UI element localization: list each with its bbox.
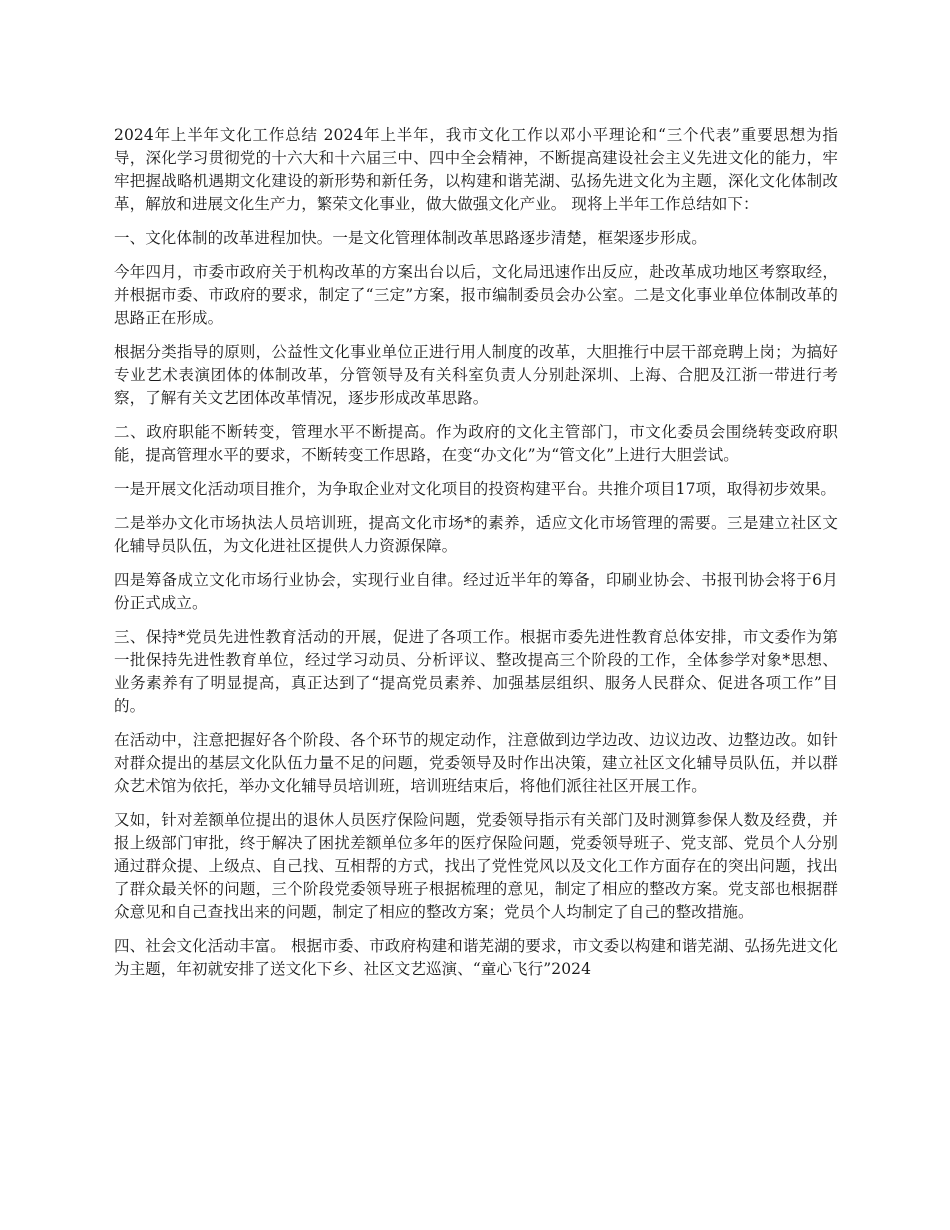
paragraph: 二是举办文化市场执法人员培训班，提高文化市场*的素养，适应文化市场管理的需要。三是建立社区文化辅导员队伍，为文化进社区提供人力资源保障。 [114,514,838,555]
paragraph: 一是开展文化活动项目推介，为争取企业对文化项目的投资构建平台。共推介项目17项，取得初步效果。 [114,480,836,498]
document-body [114,124,838,992]
paragraph-section-2-heading: 二、政府职能不断转变，管理水平不断提高。作为政府的文化主管部门，市文化委员会围绕转变政府职能，提高管理水平的要求，不断转变工作思路，在变“办文化”为“管文化”上进行大胆尝试。 [114,423,838,464]
paragraph-section-4-heading: 四、社会文化活动丰富。 根据市委、市政府构建和谐芜湖的要求，市文委以构建和谐芜湖、弘扬先进文化为主题，年初就安排了送文化下乡、社区文艺巡演、“童心飞行”2024 [114,937,838,978]
paragraph-intro: 2024年上半年文化工作总结 2024年上半年，我市文化工作以邓小平理论和“三个代表”重要思想为指导，深化学习贯彻党的十六大和十六届三中、四中全会精神，不断提高建设社会主义先进文化的能力，牢牢把握战略机遇期文化建设的新形势和新任务，以构建和谐芜湖、弘扬先进文化为主题，深化文化体制改革，解放和进展文化生产力，繁荣文化事业，做大做强文化产业。 现将上半年工作总结如下： [114,126,838,213]
paragraph: 在活动中，注意把握好各个阶段、各个环节的规定动作，注意做到边学边改、边议边改、边整边改。如针对群众提出的基层文化队伍力量不足的问题，党委领导及时作出决策，建立社区文化辅导员队伍，并以群众艺术馆为依托，举办文化辅导员培训班，培训班结束后，将他们派往社区开展工作。 [114,731,838,795]
paragraph: 根据分类指导的原则，公益性文化事业单位正进行用人制度的改革，大胆推行中层干部竞聘上岗；为搞好专业艺术表演团体的体制改革，分管领导及有关科室负责人分别赴深圳、上海、合肥及江浙一带进行考察，了解有关文艺团体改革情况，逐步形成改革思路。 [114,343,838,407]
paragraph-section-1-heading: 一、文化体制的改革进程加快。一是文化管理体制改革思路逐步清楚，框架逐步形成。 [114,229,707,247]
paragraph: 四是筹备成立文化市场行业协会，实现行业自律。经过近半年的筹备，印刷业协会、书报刊协会将于6月份正式成立。 [114,571,838,612]
paragraph: 又如，针对差额单位提出的退休人员医疗保险问题，党委领导指示有关部门及时测算参保人数及经费，并报上级部门审批，终于解决了困扰差额单位多年的医疗保险问题，党委领导班子、党支部、党员个人分别通过群众提、上级点、自己找、互相帮的方式，找出了党性党风以及文化工作方面存在的突出问题，找出了群众最关怀的问题，三个阶段党委领导班子根据梳理的意见，制定了相应的整改方案。党支部也根据群众意见和自己查找出来的问题，制定了相应的整改方案；党员个人均制定了自己的整改措施。 [114,811,838,921]
paragraph-section-3-heading: 三、保持*党员先进性教育活动的开展，促进了各项工作。根据市委先进性教育总体安排，市文委作为第一批保持先进性教育单位，经过学习动员、分析评议、整改提高三个阶段的工作，全体参学对象*思想、业务素养有了明显提高，真正达到了“提高党员素养、加强基层组织、服务人民群众、促进各项工作”目的。 [114,628,838,715]
paragraph: 今年四月，市委市政府关于机构改革的方案出台以后，文化局迅速作出反应，赴改革成功地区考察取经，并根据市委、市政府的要求，制定了“三定”方案，报市编制委员会办公室。二是文化事业单位体制改革的思路正在形成。 [114,263,838,327]
